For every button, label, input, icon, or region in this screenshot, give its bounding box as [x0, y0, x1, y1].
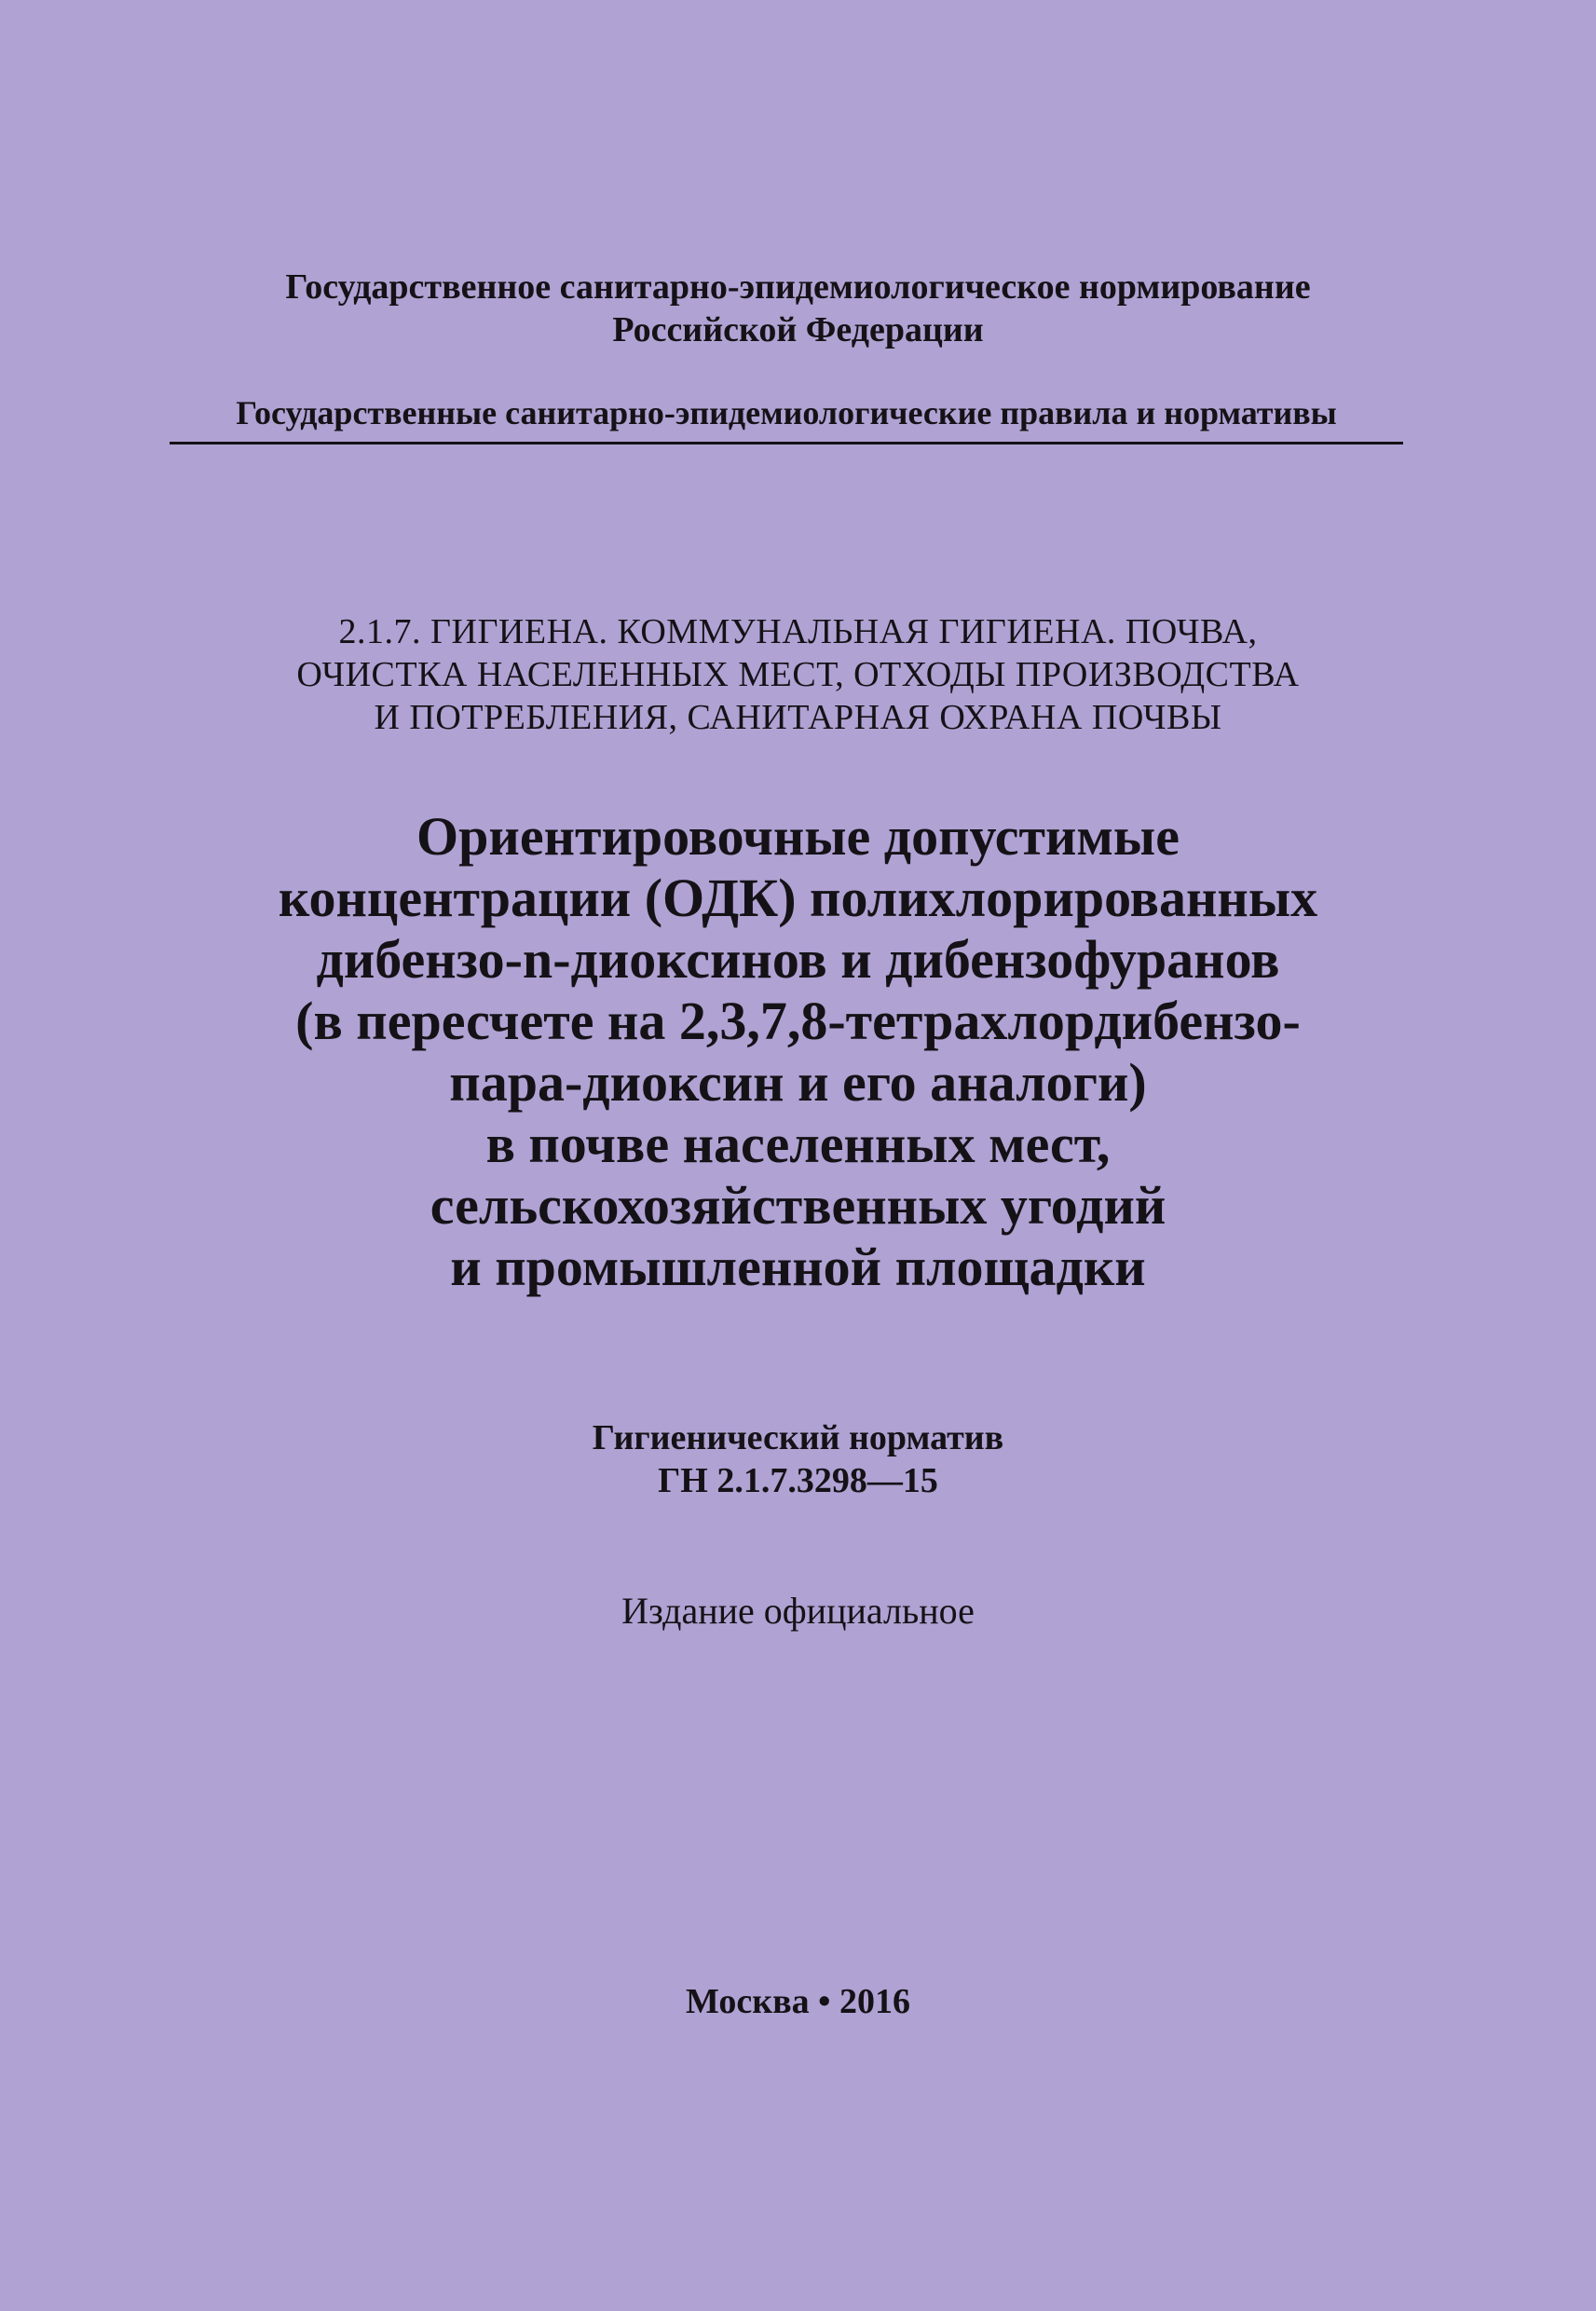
- publication-footer: [0, 1980, 1596, 2023]
- norm-type: Гигиенический норматив: [592, 1418, 1004, 1457]
- edition-text: Издание официальное: [621, 1590, 975, 1632]
- series-title: [170, 391, 1403, 434]
- title-line-3: дибензо-n-диоксинов и дибензофуранов: [316, 929, 1280, 990]
- place-year: Москва • 2016: [686, 1982, 910, 2021]
- series-title-text: Государственные санитарно-эпидемиологические правила и нормативы: [236, 394, 1337, 431]
- title-line-8: и промышленной площадки: [450, 1237, 1146, 1297]
- section-heading: [0, 610, 1596, 739]
- norm-designation: [0, 1416, 1596, 1502]
- title-line-4: (в пересчете на 2,3,7,8-тетрахлордибензо-: [295, 991, 1301, 1051]
- norm-code: ГН 2.1.7.3298—15: [658, 1461, 938, 1500]
- section-line-1: 2.1.7. ГИГИЕНА. КОММУНАЛЬНАЯ ГИГИЕНА. ПОЧВА,: [338, 612, 1258, 651]
- title-line-5: пара-диоксин и его аналоги): [449, 1052, 1147, 1113]
- document-title: [0, 806, 1596, 1298]
- section-line-2: ОЧИСТКА НАСЕЛЕННЫХ МЕСТ, ОТХОДЫ ПРОИЗВОДСТВА: [296, 655, 1300, 694]
- title-line-2: концентрации (ОДК) полихлорированных: [278, 868, 1318, 928]
- title-line-1: Ориентировочные допустимые: [416, 806, 1180, 867]
- title-line-6: в почве населенных мест,: [485, 1114, 1111, 1174]
- issuer-line-2: Российской Федерации: [612, 310, 984, 349]
- series-underline: [170, 442, 1403, 444]
- title-line-7: сельскохозяйственных угодий: [430, 1175, 1166, 1236]
- section-line-3: И ПОТРЕБЛЕНИЯ, САНИТАРНАЯ ОХРАНА ПОЧВЫ: [374, 698, 1222, 737]
- edition-note: [0, 1589, 1596, 1634]
- issuer-line-1: Государственное санитарно-эпидемиологическое нормирование: [285, 267, 1311, 307]
- issuer-header: [0, 266, 1596, 351]
